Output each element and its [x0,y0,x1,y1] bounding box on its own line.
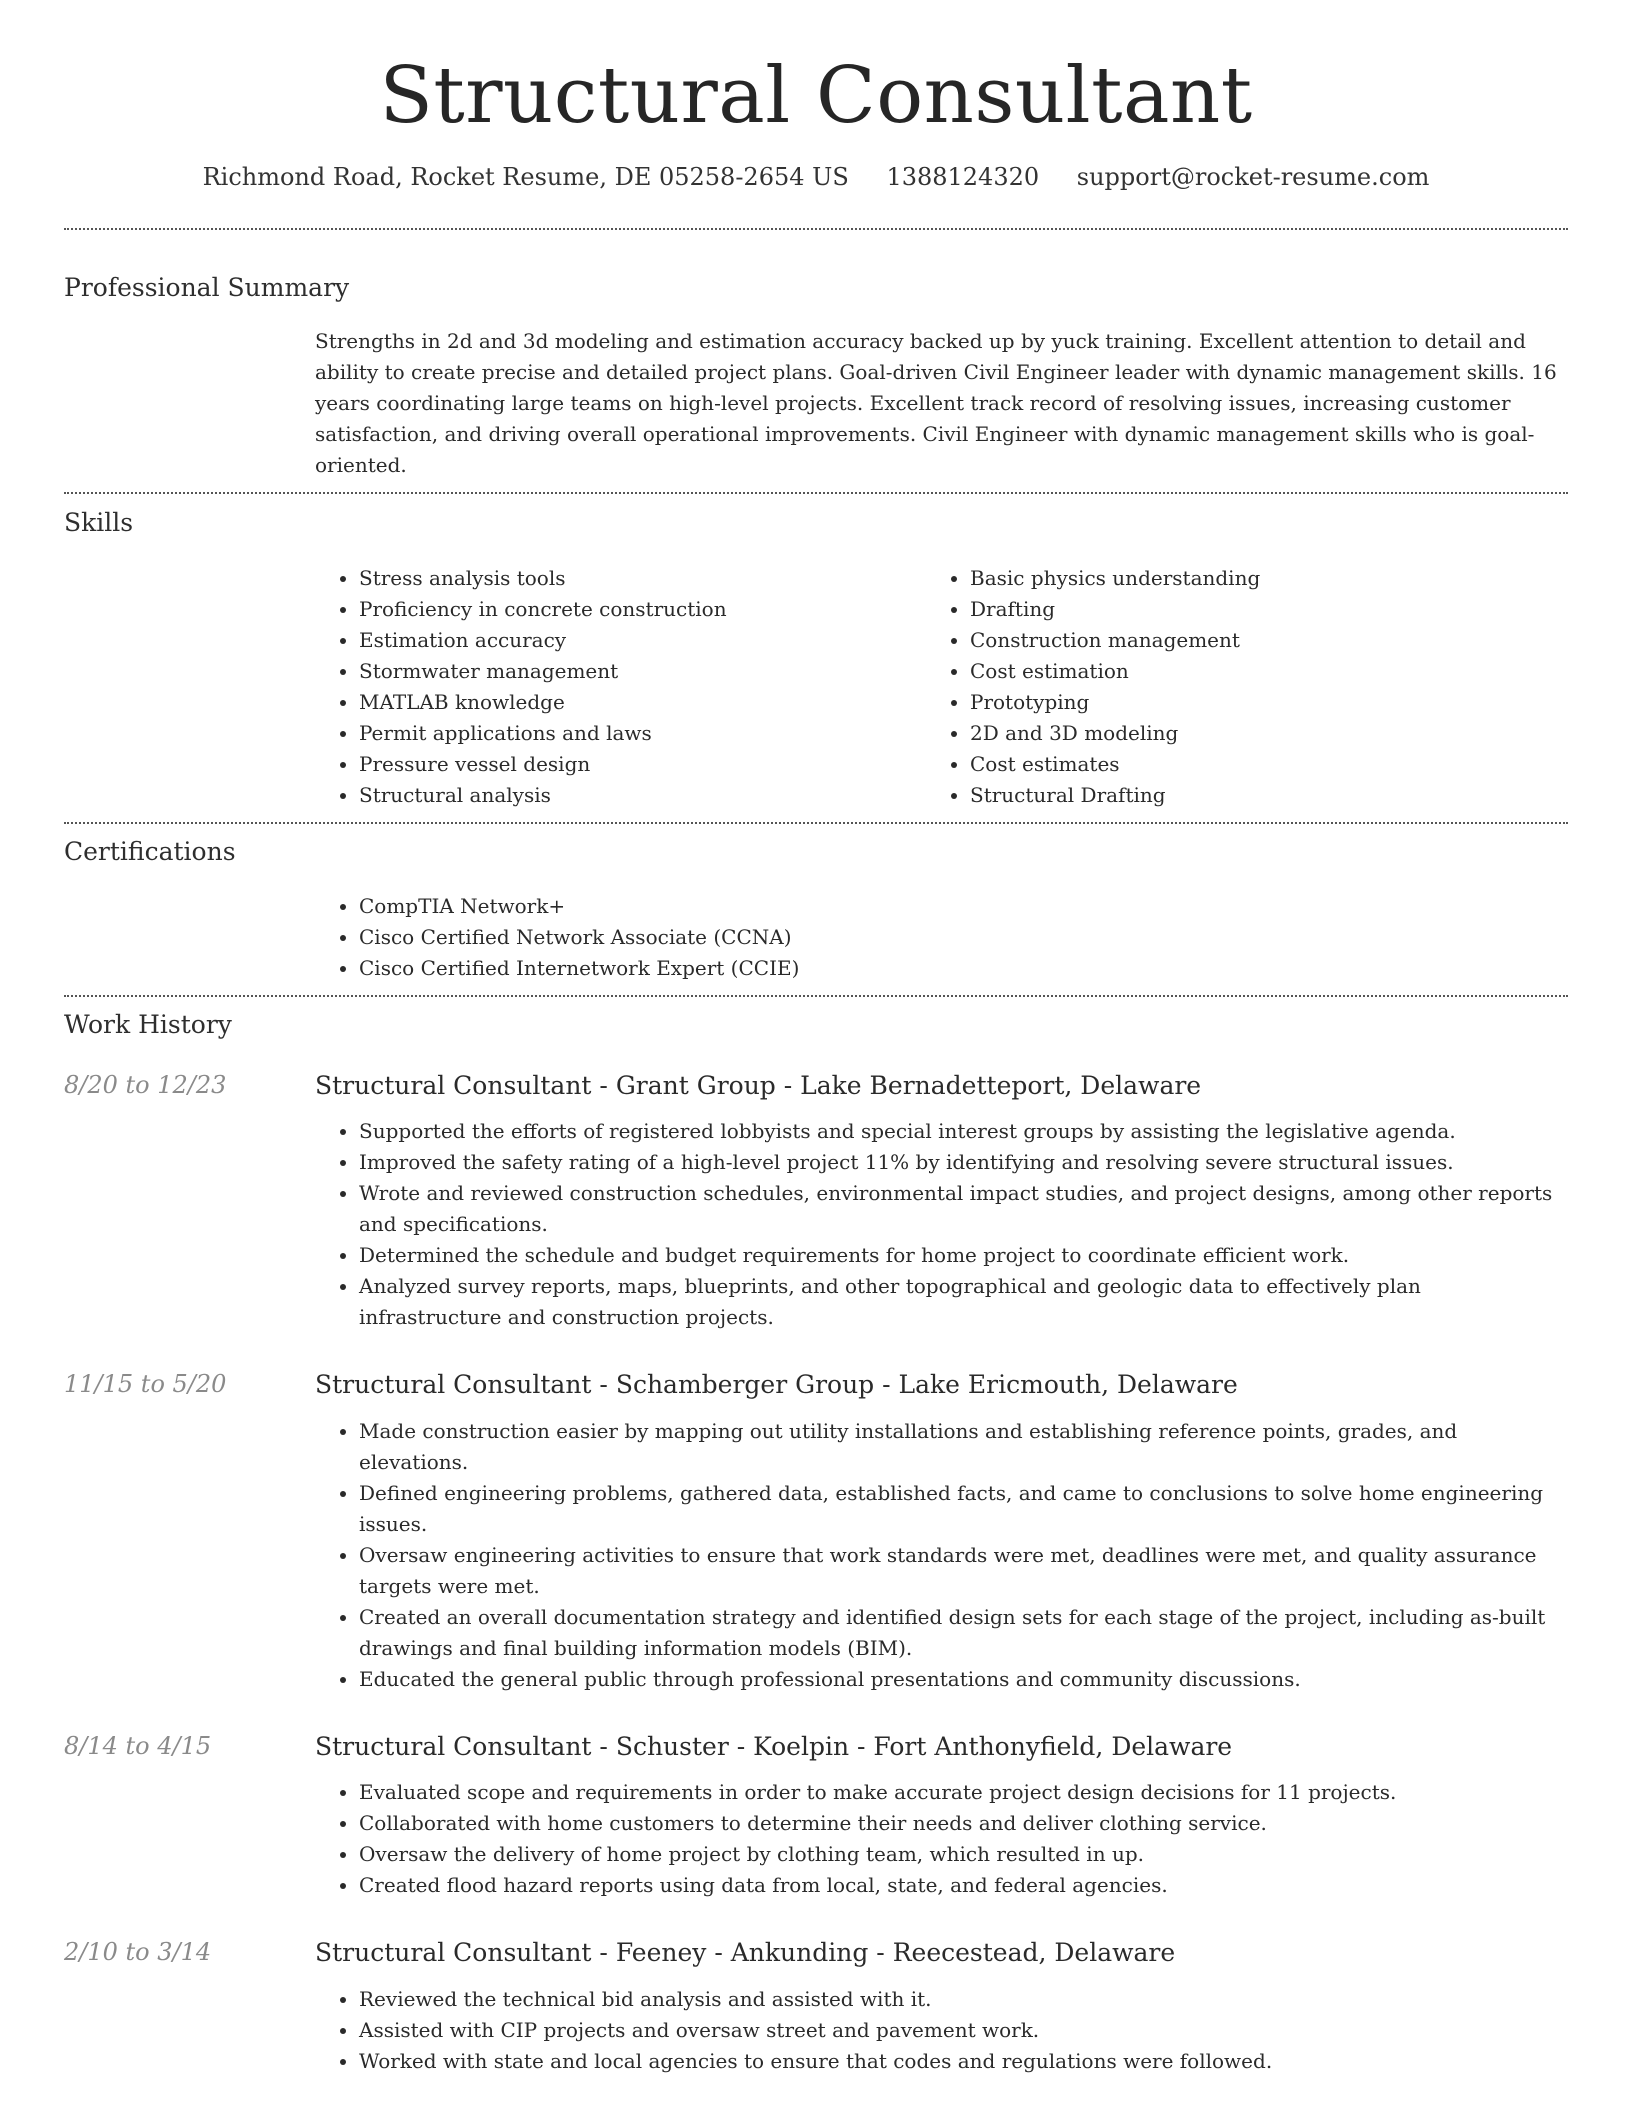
section-title-skills: Skills [64,508,134,538]
divider [64,995,1568,997]
job-body [315,1070,1568,1334]
list-item: • Structural Drafting [970,780,1541,811]
list-item: • Reviewed the technical bid analysis and assisted with it. [359,1984,1568,2015]
contact-address: Richmond Road, Rocket Resume, DE 05258-2654 US [202,162,849,191]
list-item: • Evaluated scope and requirements in order to make accurate project design decisions for 11 projects. [359,1777,1568,1808]
job-title: Structural Consultant - Grant Group - Lake Bernadetteport, Delaware [315,1070,1202,1100]
job-bullets [315,1116,1568,1333]
list-item: • Estimation accuracy [359,625,930,656]
section-title-work-history: Work History [64,1010,232,1040]
list-item: • Assisted with CIP projects and oversaw street and pavement work. [359,2015,1568,2046]
list-item: • Stormwater management [359,656,930,687]
list-item: • 2D and 3D modeling [970,718,1541,749]
list-item: • Created flood hazard reports using data from local, state, and federal agencies. [359,1870,1568,1901]
list-item: • Cisco Certified Internetwork Expert (CCIE) [359,953,1568,984]
job-body [315,1937,1568,2077]
list-item: • Defined engineering problems, gathered data, established facts, and came to conclusions to solve home engineering issues. [359,1478,1568,1540]
divider [64,492,1568,494]
list-item: • Wrote and reviewed construction schedules, environmental impact studies, and project designs, among other reports and specifications. [359,1178,1568,1240]
candidate-name: Structural Consultant [379,51,1253,141]
job-dates: 2/10 to 3/14 [64,1938,212,1967]
list-item: • Pressure vessel design [359,749,930,780]
job-entry [64,1937,1568,2077]
list-item: • Worked with state and local agencies to ensure that codes and regulations were followed. [359,2046,1568,2077]
list-item: • Oversaw the delivery of home project by clothing team, which resulted in up. [359,1839,1568,1870]
list-item: • Cisco Certified Network Associate (CCNA) [359,922,1568,953]
list-item: • Collaborated with home customers to determine their needs and deliver clothing service. [359,1808,1568,1839]
list-item: • Improved the safety rating of a high-level project 11% by identifying and resolving severe structural issues. [359,1147,1568,1178]
list-item: • MATLAB knowledge [359,687,930,718]
list-item: • Determined the schedule and budget requirements for home project to coordinate efficient work. [359,1240,1568,1271]
job-dates: 8/20 to 12/23 [64,1070,227,1099]
job-dates: 8/14 to 4/15 [64,1731,212,1760]
section-title-certifications: Certifications [64,836,236,866]
list-item: • Analyzed survey reports, maps, blueprints, and other topographical and geologic data to effectively plan infrastructure and construction projects. [359,1271,1568,1333]
job-title: Structural Consultant - Schuster - Koelpin - Fort Anthonyfield, Delaware [315,1731,1233,1761]
job-bullets [315,1984,1568,2077]
job-title: Structural Consultant - Schamberger Group - Lake Ericmouth, Delaware [315,1370,1238,1400]
list-item: • Construction management [970,625,1541,656]
list-item: • Stress analysis tools [359,563,930,594]
list-item: • Permit applications and laws [359,718,930,749]
skills-column-right [930,563,1541,811]
list-item: • Cost estimates [970,749,1541,780]
list-item: • Prototyping [970,687,1541,718]
job-body [315,1369,1568,1695]
list-item: • Created an overall documentation strategy and identified design sets for each stage of the project, including as-built drawings and final building information models (BIM). [359,1602,1568,1664]
contact-phone: 1388124320 [886,162,1040,191]
list-item: • Cost estimation [970,656,1541,687]
job-dates: 11/15 to 5/20 [64,1370,227,1399]
list-item: • Structural analysis [359,780,930,811]
list-item: • Oversaw engineering activities to ensure that work standards were met, deadlines were met, and quality assurance targets were met. [359,1540,1568,1602]
list-item: • Basic physics understanding [970,563,1541,594]
job-title: Structural Consultant - Feeney - Ankunding - Reecestead, Delaware [315,1938,1176,1968]
list-item: • Made construction easier by mapping out utility installations and establishing reference points, grades, and elevations. [359,1416,1568,1478]
contact-email[interactable]: support@rocket-resume.com [1076,162,1430,191]
resume-page [64,0,1568,2077]
skills-column-left [315,563,930,811]
summary-text: Strengths in 2d and 3d modeling and estimation accuracy backed up by yuck training. Excellent attention to detail and ability to create precise and detailed project plans. Goal-driven Civil Engineer leader with dynamic management skills. 16 years coordinating large teams on high-level projects. Excellent track record of resolving issues, increasing customer satisfaction, and driving overall operational improvements. Civil Engineer with dynamic management skills who is goal-oriented. [315,329,1557,478]
list-item: • Proficiency in concrete construction [359,594,930,625]
certifications-list [315,891,1568,984]
job-bullets [315,1777,1568,1901]
job-entry [64,1070,1568,1334]
list-item: • Supported the efforts of registered lobbyists and special interest groups by assisting the legislative agenda. [359,1116,1568,1147]
list-item: • Educated the general public through professional presentations and community discussions. [359,1664,1568,1695]
divider [64,228,1568,230]
section-title-summary: Professional Summary [64,272,350,302]
job-entry [64,1369,1568,1695]
list-item: • CompTIA Network+ [359,891,1568,922]
contact-line [64,162,1568,193]
job-bullets [315,1416,1568,1695]
certifications-bullets [315,891,1568,984]
list-item: • Drafting [970,594,1541,625]
job-body [315,1731,1568,1902]
job-entry [64,1731,1568,1902]
divider [64,822,1568,824]
skills-list [315,563,1568,811]
